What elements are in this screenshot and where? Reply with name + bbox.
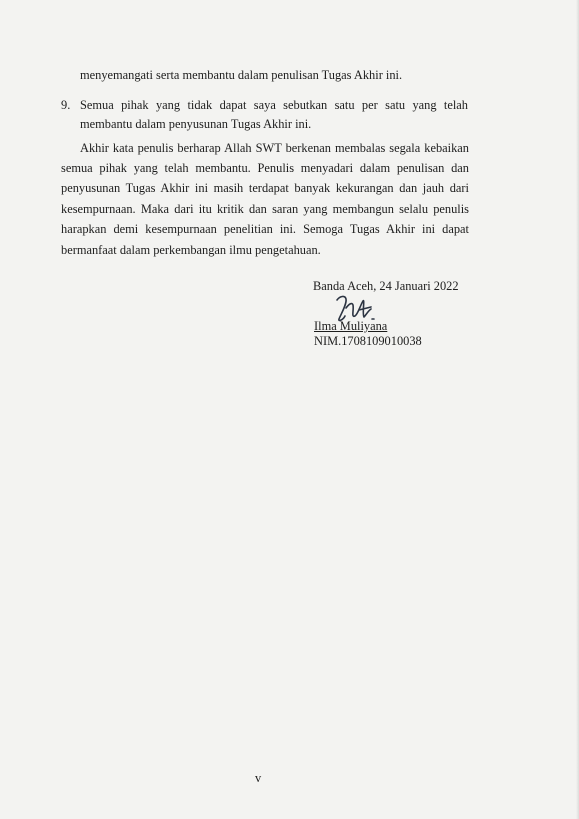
paragraph-line-1: Akhir kata penulis berharap Allah SWT berkenan membalas segala kebaikan — [80, 141, 469, 155]
list-number-9: 9. — [61, 98, 71, 112]
paragraph-line-4: kesempurnaan. Maka dari itu kritik dan saran yang membangun selalu penulis — [61, 202, 469, 216]
signatory-nim: NIM.1708109010038 — [314, 334, 422, 348]
list-item-9-line-1: Semua pihak yang tidak dapat saya sebutkan satu per satu yang telah — [80, 98, 468, 112]
list-item-9-line-2: membantu dalam penyusunan Tugas Akhir ini. — [80, 117, 312, 131]
page-number: v — [255, 771, 262, 785]
paragraph-line-3: penyusunan Tugas Akhir ini masih terdapat banyak kekurangan dan jauh dari — [61, 181, 469, 195]
continuation-line: menyemangati serta membantu dalam penulisan Tugas Akhir ini. — [80, 68, 403, 82]
place-and-date: Banda Aceh, 24 Januari 2022 — [313, 279, 459, 293]
signatory-name: Ilma Muliyana — [314, 319, 388, 333]
paragraph-line-6: bermanfaat dalam perkembangan ilmu pengetahuan. — [61, 243, 321, 257]
paragraph-line-5: harapkan demi kesempurnaan penelitian ini. Semoga Tugas Akhir ini dapat — [61, 222, 469, 236]
paragraph-line-2: semua pihak yang telah membantu. Penulis menyadari dalam penulisan dan — [61, 161, 469, 175]
